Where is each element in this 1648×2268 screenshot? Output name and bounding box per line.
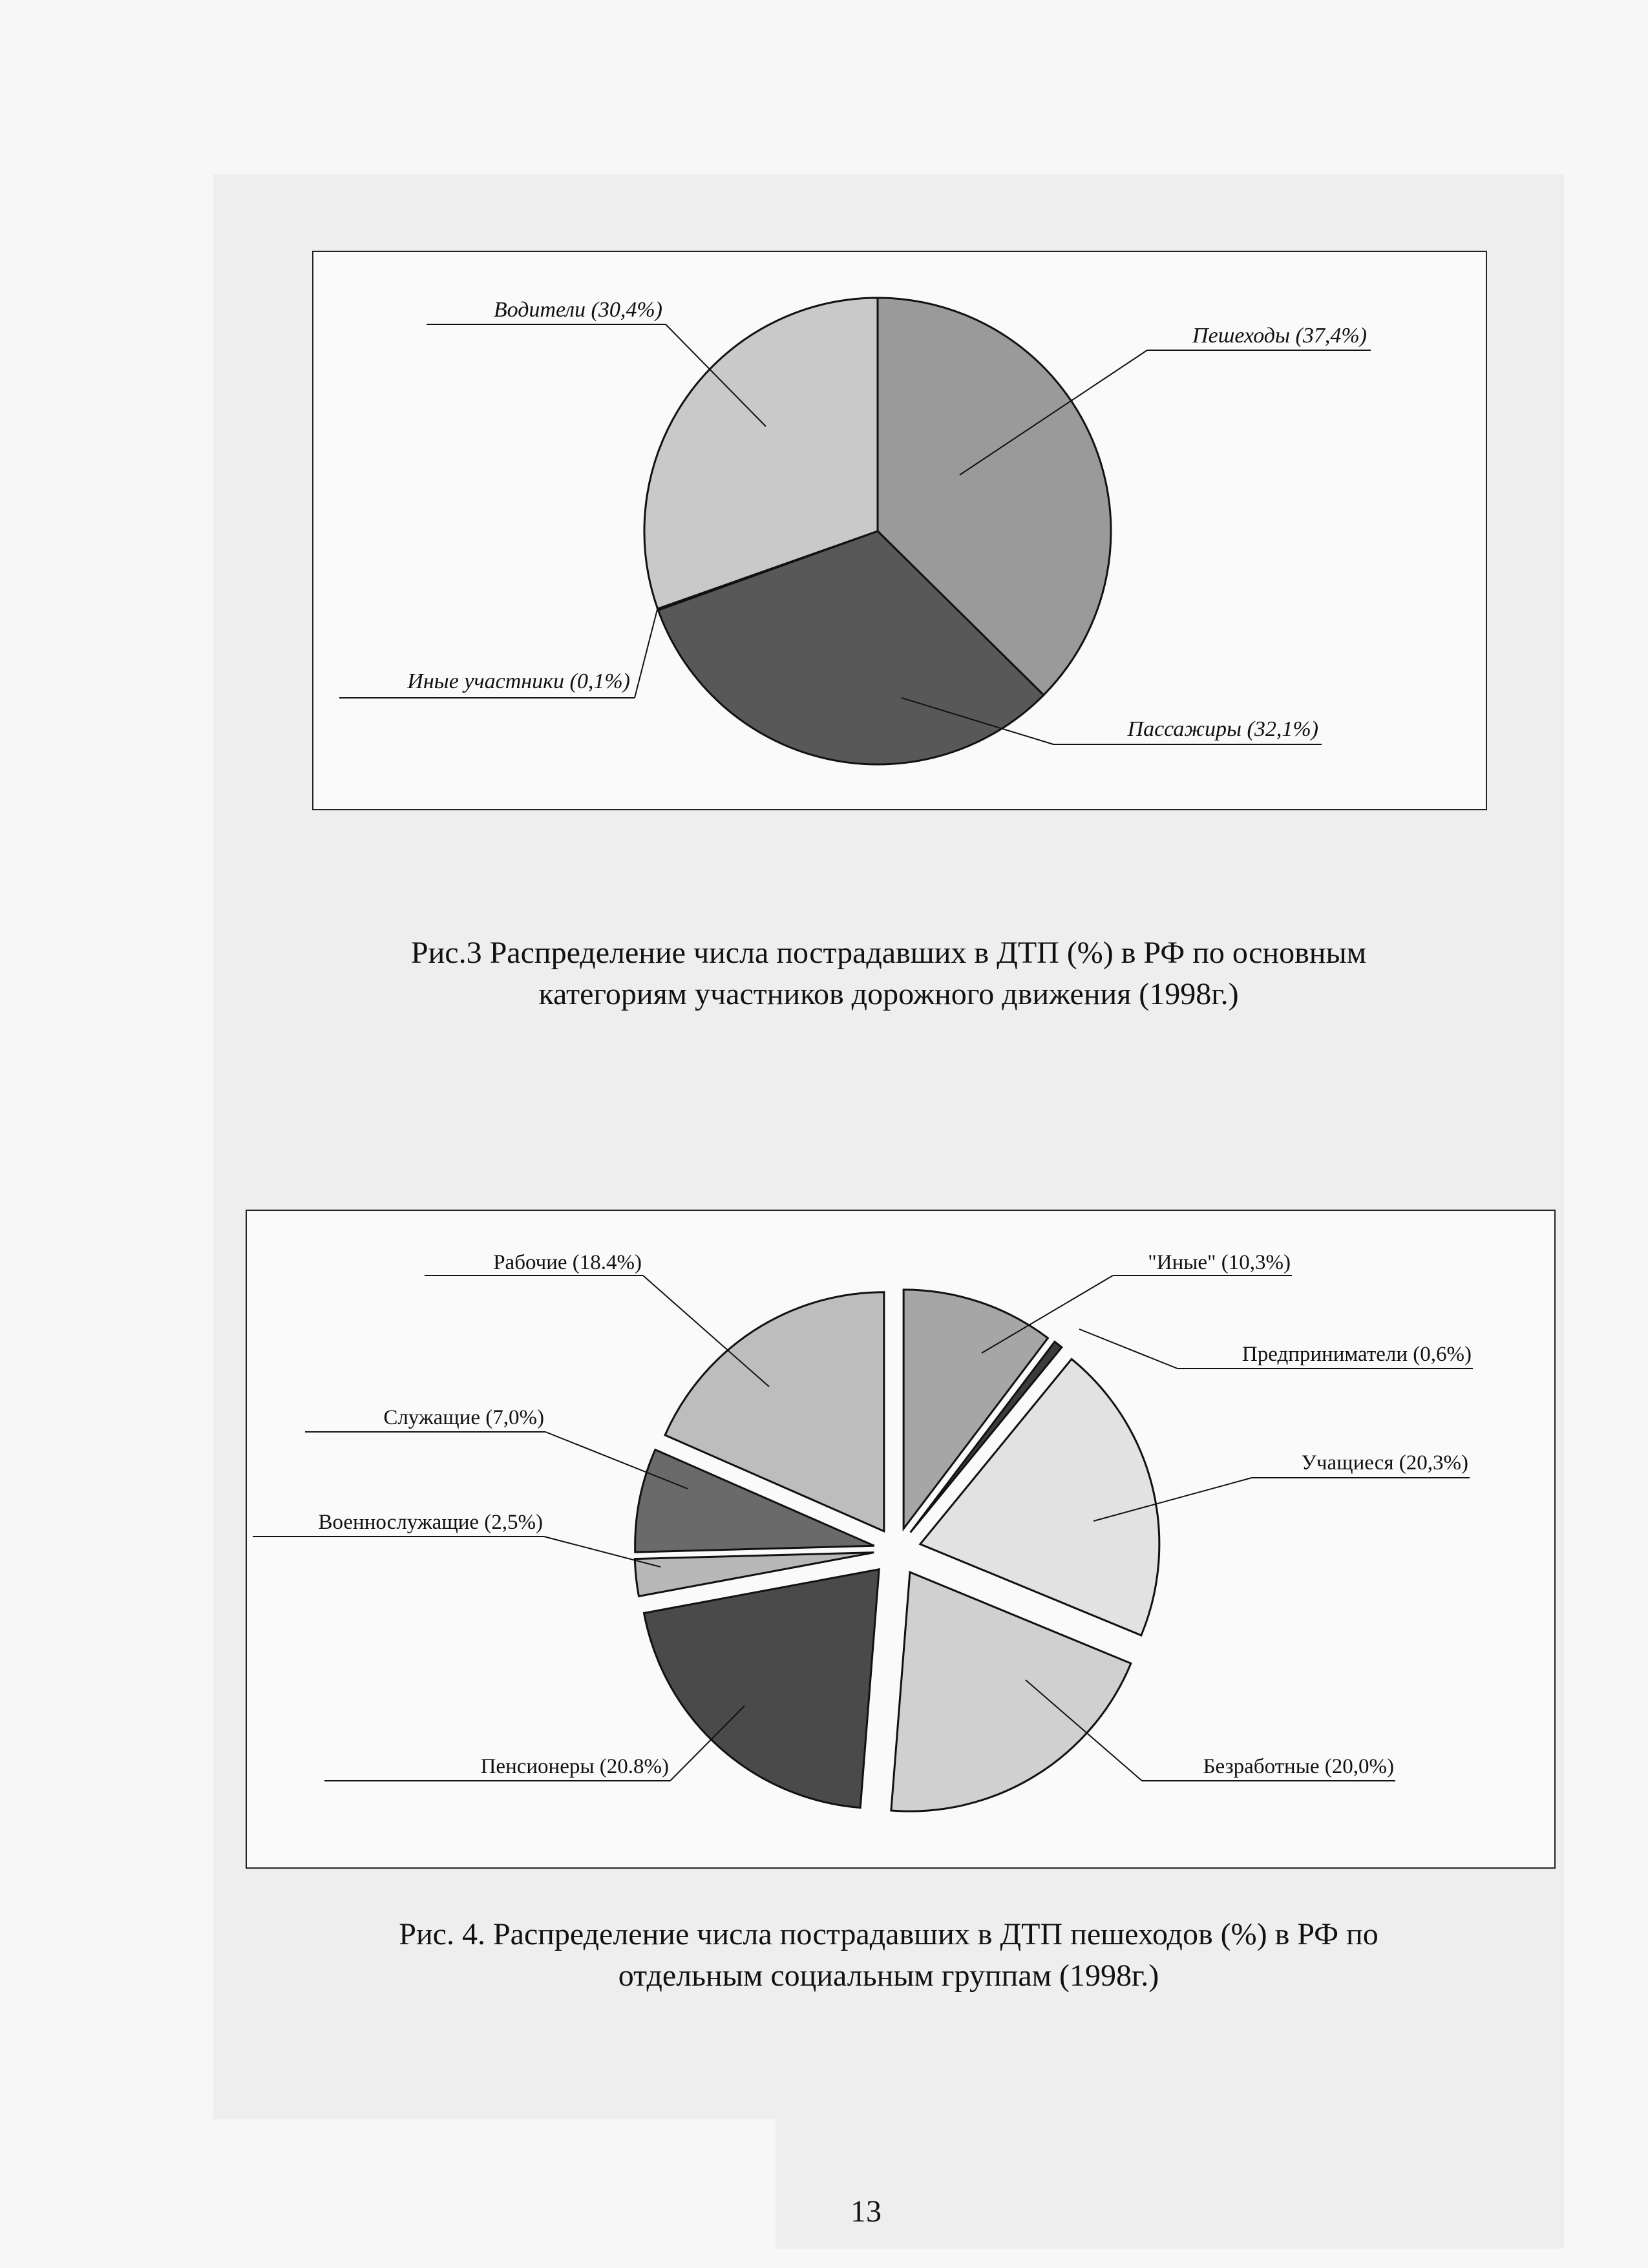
figure-4-caption-line2: отдельным социальным группам (1998г.) xyxy=(618,1958,1159,1993)
fig4-leader-line xyxy=(643,1276,769,1387)
figure-4-pie-svg xyxy=(247,1211,1554,1867)
scanned-page-area-lower xyxy=(776,2119,1564,2249)
fig4-label-4: Пенсионеры (20.8%) xyxy=(480,1755,669,1778)
figure-3-caption-line2: категориям участников дорожного движения (1998г.) xyxy=(538,977,1239,1011)
fig3-label-3: Водители (30,4%) xyxy=(493,298,662,322)
figure-3-caption xyxy=(213,932,1564,1015)
fig4-label-3: Безработные (20,0%) xyxy=(1203,1755,1394,1778)
fig4-label-0: "Иные" (10,3%) xyxy=(1148,1251,1291,1274)
fig4-label-6: Служащие (7,0%) xyxy=(383,1406,544,1429)
fig4-label-2: Учащиеся (20,3%) xyxy=(1301,1451,1468,1475)
fig4-label-5: Военнослужащие (2,5%) xyxy=(318,1511,543,1534)
figure-4-caption-line1: Рис. 4. Распределение числа пострадавших в ДТП пешеходов (%) в РФ по xyxy=(399,1917,1379,1951)
page-number: 13 xyxy=(850,2194,882,2229)
fig3-label-2: Иные участники (0,1%) xyxy=(407,669,630,693)
figure-3-pie-svg xyxy=(313,252,1486,809)
fig3-label-1: Пассажиры (32,1%) xyxy=(1127,717,1318,741)
fig4-label-7: Рабочие (18.4%) xyxy=(493,1251,642,1274)
figure-3-caption-line1: Рис.3 Распределение числа пострадавших в ДТП (%) в РФ по основным xyxy=(410,936,1367,970)
figure-4-chart xyxy=(246,1210,1556,1869)
fig3-label-0: Пешеходы (37,4%) xyxy=(1192,324,1367,348)
fig4-leader-line xyxy=(1079,1329,1178,1369)
fig4-label-1: Предприниматели (0,6%) xyxy=(1241,1343,1472,1366)
figure-3-chart xyxy=(312,251,1487,810)
figure-4-caption xyxy=(213,1914,1564,1997)
